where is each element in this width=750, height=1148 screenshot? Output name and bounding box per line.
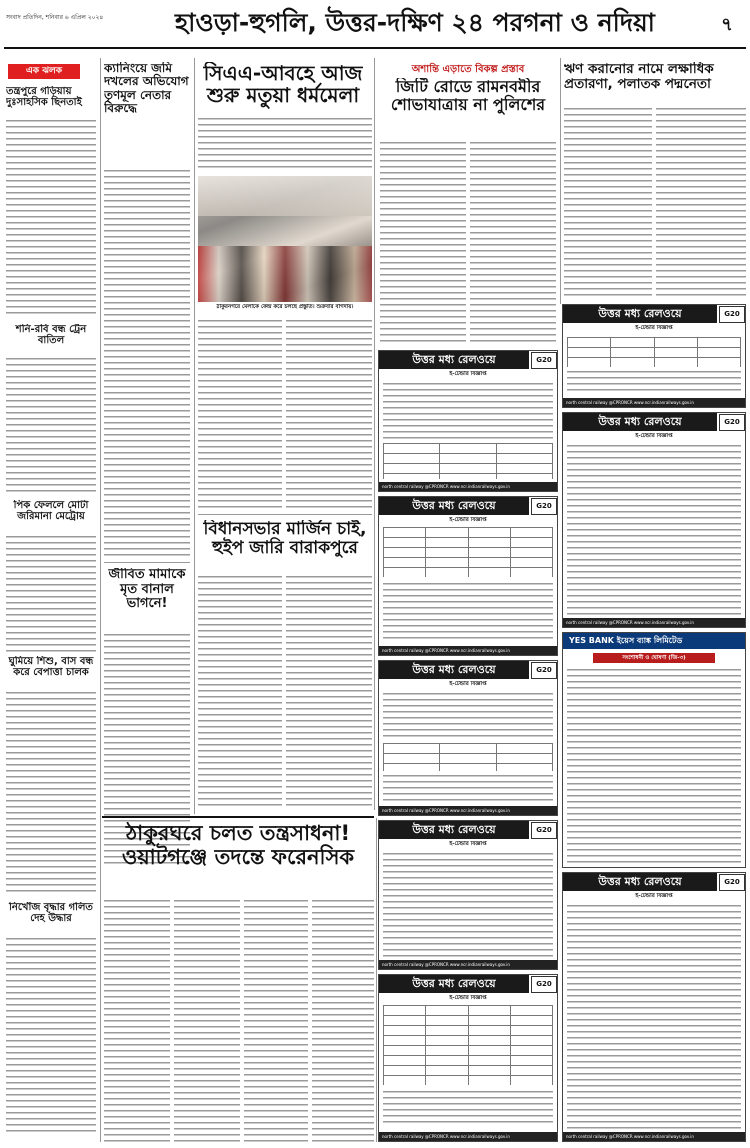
ad-footer: north central railway @CPRONCR www.ncr.indianrailways.gov.in bbox=[563, 398, 745, 407]
railway-ad bbox=[378, 660, 558, 816]
g20-logo: G20 bbox=[719, 306, 745, 323]
railway-ad-banner: উত্তর মধ্য রেলওয়ে bbox=[379, 661, 529, 679]
brief-body bbox=[6, 118, 96, 318]
story-rule bbox=[102, 816, 374, 818]
tender-table bbox=[383, 1005, 553, 1085]
ad-footer: north central railway @CPRONCR www.ncr.indianrailways.gov.in bbox=[563, 1132, 745, 1141]
railway-ad bbox=[562, 872, 746, 1142]
ad-body bbox=[567, 369, 741, 395]
briefs-column bbox=[4, 56, 98, 1142]
g20-logo: G20 bbox=[531, 822, 557, 839]
forensic-body-1 bbox=[104, 898, 170, 1142]
railway-ad-banner: উত্তর মধ্য রেলওয়ে bbox=[563, 873, 717, 891]
brief-body bbox=[6, 690, 96, 896]
forensic-headline: ঠাকুরঘরে চলত তন্ত্রসাধনা! ওয়াটগঞ্জে তদন্তে ফরেনসিক bbox=[121, 822, 355, 869]
vidhansabha-body-right bbox=[286, 574, 372, 810]
canning-headline: ক্যানিংয়ে জমি দখলের অভিযোগ তৃণমূল নেতার বিরুদ্ধে bbox=[104, 62, 189, 116]
railway-ad-banner: উত্তর মধ্য রেলওয়ে bbox=[563, 305, 717, 323]
photo-sky bbox=[198, 176, 372, 216]
g20-logo: G20 bbox=[531, 662, 557, 679]
photo-crowd bbox=[198, 246, 372, 302]
tender-notice-title: ই-টেন্ডার বিজ্ঞপ্তি bbox=[635, 325, 673, 331]
tender-table bbox=[383, 527, 553, 577]
ad-body bbox=[383, 851, 553, 957]
brief-headline: শনি-রবি বন্ধ ট্রেন বাতিল bbox=[15, 324, 87, 347]
tender-table bbox=[383, 743, 553, 771]
railway-ad bbox=[378, 350, 558, 492]
ad-footer: north central railway @CPRONCR www.ncr.indianrailways.gov.in bbox=[563, 618, 745, 627]
matua-body-right bbox=[286, 318, 372, 508]
story-rule bbox=[104, 562, 190, 563]
ad-table-wrap bbox=[383, 443, 553, 479]
brief-headline: পিক ফেললে মোটা জরিমানা মেট্রোয় bbox=[13, 500, 89, 523]
railway-ad-banner: উত্তর মধ্য রেলওয়ে bbox=[379, 821, 529, 839]
g20-logo: G20 bbox=[531, 498, 557, 515]
page-header bbox=[0, 0, 750, 54]
ad-body bbox=[383, 773, 553, 803]
g20-logo: G20 bbox=[719, 874, 745, 891]
brief-body bbox=[6, 356, 96, 494]
loan-body-right bbox=[656, 106, 746, 298]
ad-table-wrap bbox=[383, 527, 553, 577]
header-rule bbox=[4, 47, 746, 49]
matua-photo bbox=[198, 176, 372, 302]
story-rule bbox=[198, 514, 372, 515]
railway-ad bbox=[378, 820, 558, 970]
tender-table bbox=[383, 443, 553, 479]
tender-notice-title: ই-টেন্ডার বিজ্ঞপ্তি bbox=[635, 433, 673, 439]
ramnavami-kicker: অশান্তি এড়াতে বিকল্প প্রস্তাব bbox=[411, 64, 525, 75]
matua-headline: সিএএ-আবহে আজ শুরু মতুয়া ধর্মমেলা bbox=[203, 62, 363, 108]
g20-logo: G20 bbox=[719, 414, 745, 431]
matua-body-left bbox=[198, 318, 282, 508]
railway-ad bbox=[378, 496, 558, 656]
tender-notice-title: ই-টেন্ডার বিজ্ঞপ্তি bbox=[635, 893, 673, 899]
ad-body bbox=[383, 691, 553, 741]
brief-headline: তন্ত্রপুরে গড়িয়ায় দুঃসাহসিক ছিনতাই bbox=[6, 86, 82, 109]
yes-bank-ad bbox=[562, 632, 746, 868]
railway-ad bbox=[378, 974, 558, 1142]
ad-body bbox=[383, 381, 553, 441]
forensic-body-3 bbox=[244, 898, 308, 1142]
column-rule bbox=[100, 58, 101, 1142]
g20-logo: G20 bbox=[531, 352, 557, 369]
ad-footer: north central railway @CPRONCR www.ncr.indianrailways.gov.in bbox=[379, 806, 557, 815]
ad-body bbox=[383, 1089, 553, 1127]
ad-body bbox=[383, 581, 553, 643]
page-title: হাওড়া-হুগলি, উত্তর-দক্ষিণ ২৪ পরগনা ও নদিয়া bbox=[175, 8, 655, 37]
yes-bank-banner: YES BANK ইয়েস ব্যাঙ্ক লিমিটেড bbox=[563, 633, 745, 649]
ad-footer: north central railway @CPRONCR www.ncr.indianrailways.gov.in bbox=[379, 646, 557, 655]
ad-body bbox=[567, 443, 741, 615]
ramnavami-body-right bbox=[470, 140, 556, 346]
column-rule bbox=[376, 818, 377, 1142]
column-rule bbox=[374, 58, 375, 810]
forensic-body-2 bbox=[174, 898, 240, 1142]
briefs-label: এক ঝলক bbox=[8, 64, 80, 79]
railway-ad bbox=[562, 304, 746, 408]
ad-footer: north central railway @CPRONCR www.ncr.indianrailways.gov.in bbox=[379, 482, 557, 491]
brief-headline: নির্খোঁজ বৃদ্ধার গলিত দেহ উদ্ধার bbox=[9, 902, 93, 925]
tender-table bbox=[567, 337, 741, 367]
ad-body bbox=[567, 667, 741, 863]
railway-ad-banner: উত্তর মধ্য রেলওয়ে bbox=[563, 413, 717, 431]
railway-ad-banner: উত্তর মধ্য রেলওয়ে bbox=[379, 497, 529, 515]
railway-ad-banner: উত্তর মধ্য রেলওয়ে bbox=[379, 975, 529, 993]
brief-body bbox=[6, 534, 96, 652]
railway-ad bbox=[562, 412, 746, 628]
matua-body-top bbox=[198, 116, 372, 170]
brief-body bbox=[6, 936, 96, 1136]
ad-table-wrap bbox=[567, 337, 741, 367]
column-rule bbox=[560, 58, 561, 304]
canning-body bbox=[104, 168, 190, 558]
ad-footer: north central railway @CPRONCR www.ncr.indianrailways.gov.in bbox=[379, 1132, 557, 1141]
g20-logo: G20 bbox=[531, 976, 557, 993]
column-rule bbox=[194, 58, 195, 814]
tender-notice-title: ই-টেন্ডার বিজ্ঞপ্তি bbox=[449, 995, 487, 1001]
tender-notice-title: ই-টেন্ডার বিজ্ঞপ্তি bbox=[449, 681, 487, 687]
ramnavami-headline: জিটি রোডে রামনবমীর শোভাযাত্রায় না পুলিশের bbox=[390, 78, 546, 114]
matua-caption: ঠাকুরনগরে মেলাকে কেন্দ্র করে চলছে প্রস্তুতি। শুক্রবার বাগদায়। bbox=[216, 304, 354, 310]
edition-date: সংবাদ প্রতিদিন, শনিবার ৬ এপ্রিল ২০২৪ bbox=[6, 14, 104, 21]
ad-table-wrap bbox=[383, 1005, 553, 1085]
ad-table-wrap bbox=[383, 743, 553, 771]
forensic-body-4 bbox=[312, 898, 374, 1142]
page-number: ৭ bbox=[721, 14, 733, 35]
mama-headline: জীবিত মামাকে মৃত বানাল ভাগনে! bbox=[108, 568, 186, 612]
tender-notice-title: ই-টেন্ডার বিজ্ঞপ্তি bbox=[449, 371, 487, 377]
ramnavami-body-left bbox=[380, 140, 466, 346]
vidhansabha-body-left bbox=[198, 574, 282, 810]
tender-notice-title: ই-টেন্ডার বিজ্ঞপ্তি bbox=[449, 841, 487, 847]
railway-ad-banner: উত্তর মধ্য রেলওয়ে bbox=[379, 351, 529, 369]
brief-headline: ঘুমিয়ে শিশু, বাস বন্ধ করে বেপাত্তা চালক bbox=[8, 656, 94, 679]
yes-bank-subtitle: সংশোধনী ও ঘোষণা (জি-৩) bbox=[593, 653, 715, 663]
loan-headline: ঋণ করানোর নামে লক্ষাধিক প্রতারণা, পলাতক পদ্মনেতা bbox=[564, 62, 714, 93]
loan-body-left bbox=[564, 106, 652, 298]
ad-footer: north central railway @CPRONCR www.ncr.indianrailways.gov.in bbox=[379, 960, 557, 969]
ad-body bbox=[567, 903, 741, 1129]
vidhansabha-headline: বিধানসভার মার্জিন চাই, হুইপ জারি বারাকপুরে bbox=[203, 520, 367, 559]
tender-notice-title: ই-টেন্ডার বিজ্ঞপ্তি bbox=[449, 517, 487, 523]
